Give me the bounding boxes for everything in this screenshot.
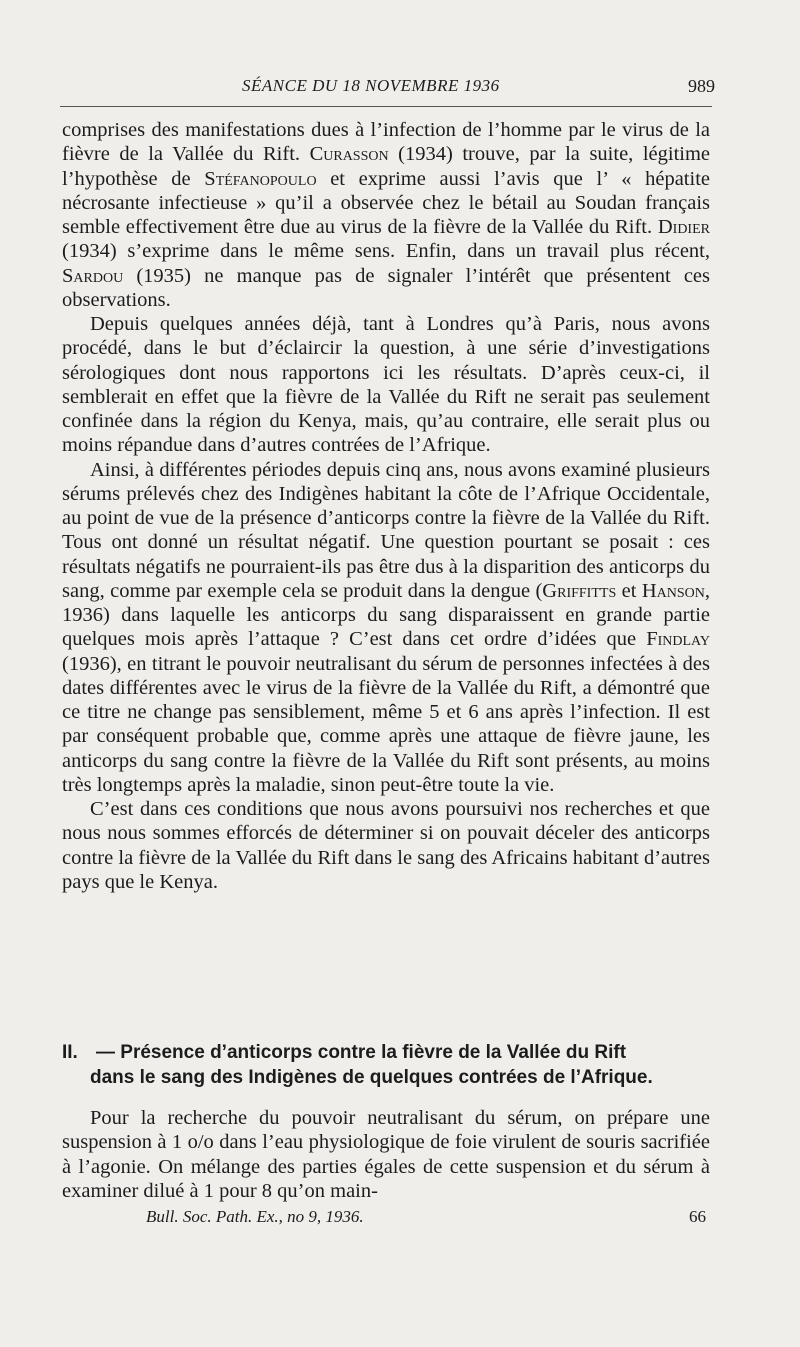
main-text: [62, 118, 710, 894]
journal-reference: Bull. Soc. Path. Ex., no 9, 1936.: [146, 1207, 364, 1226]
page-footer: [146, 1207, 706, 1227]
paragraph-1: comprises des manifestations dues à l’infection de l’homme par le virus de la fièvre de la Vallée du Rift. Curasson (1934) trouve, par la suite, légitime l’hypothèse de Stéfanopoulo et exprime aussi l’avis que l’ « hépatite nécrosante infectieuse » qu’il a observée chez le bétail au Soudan français semble effectivement être due au virus de la fièvre de la Vallée du Rift. Didier (1934) s’exprime dans le même sens. Enfin, dans un travail plus récent, Sardou (1935) ne manque pas de signaler l’intérêt que présentent ces observations.: [62, 119, 711, 311]
sheet-number: 66: [689, 1207, 706, 1226]
author-name: Hanson: [641, 579, 705, 602]
running-title: SÉANCE DU 18 NOVEMBRE 1936: [242, 76, 500, 95]
running-header: [62, 76, 715, 106]
section-heading: [62, 1040, 712, 1090]
author-name: Didier: [657, 216, 710, 238]
paragraph-4: C’est dans ces conditions que nous avons poursuivi nos recherches et que nous nous sommes efforcés de déterminer si on pouvait déceler des anticorps contre la fièvre de la Vallée du Rift dans le sang des Africains habitant d’autres pays que le Kenya.: [62, 798, 710, 893]
author-name: Curasson: [309, 143, 389, 166]
author-name: Sardou: [62, 264, 124, 287]
author-name: Findlay: [646, 628, 710, 651]
header-rule: [60, 106, 712, 107]
page-number: 989: [688, 76, 715, 96]
section-text: [62, 1106, 710, 1203]
section-title-line-1: — Présence d’anticorps contre la fièvre de la Vallée du Rift: [96, 1042, 627, 1063]
paragraph-5: Pour la recherche du pouvoir neutralisant du sérum, on prépare une suspension à 1 o/o dans l’eau physiologique de foie virulent de souris sacrifiée à l’agonie. On mélange des parties égales de cette suspension et du sérum à examiner dilué à 1 pour 8 qu’on main-: [62, 1107, 710, 1202]
paragraph-3: Ainsi, à différentes périodes depuis cinq ans, nous avons examiné plusieurs sérums prélevés chez des Indigènes habitant la côte de l’Afrique Occidentale, au point de vue de la présence d’anticorps contre la fièvre de la Vallée du Rift. Tous ont donné un résultat négatif. Une question pourtant se posait : ces résultats négatifs ne pourraient-ils pas être dus à la disparition des anticorps du sang, comme par exemple cela se produit dans la dengue (Griffitts et Hanson, 1936) dans laquelle les anticorps du sang disparaissent en grande partie quelques mois après l’attaque ? C’est dans cet ordre d’idées que Findlay (1936), en titrant le pouvoir neutralisant du sérum de personnes infectées à des dates différentes avec le virus de la fièvre de la Vallée du Rift, a démontré que ce titre ne change pas sensiblement, même 5 et 6 ans après l’infection. Il est par conséquent probable que, comme après une attaque de fièvre jaune, les anticorps du sang contre la fièvre de la Vallée du Rift sont présents, au moins très longtemps après la maladie, sinon peut-être toute la vie.: [62, 458, 710, 796]
paragraph-2: Depuis quelques années déjà, tant à Londres qu’à Paris, nous avons procédé, dans le but d’éclaircir la question, à une série d’investigations sérologiques dont nous rapportons ici les résultats. D’après ceux-ci, il semblerait en effet que la fièvre de la Vallée du Rift ne serait pas seulement confinée dans la région du Kenya, mais, qu’au contraire, elle serait plus ou moins répandue dans d’autres contrées de l’Afrique.: [62, 313, 710, 457]
author-name: Griffitts: [542, 579, 617, 602]
author-name: Stéfanopoulo: [204, 167, 317, 190]
section-title-line-2: dans le sang des Indigènes de quelques contrées de l’Afrique.: [90, 1067, 653, 1088]
section-number: II.: [62, 1042, 78, 1063]
